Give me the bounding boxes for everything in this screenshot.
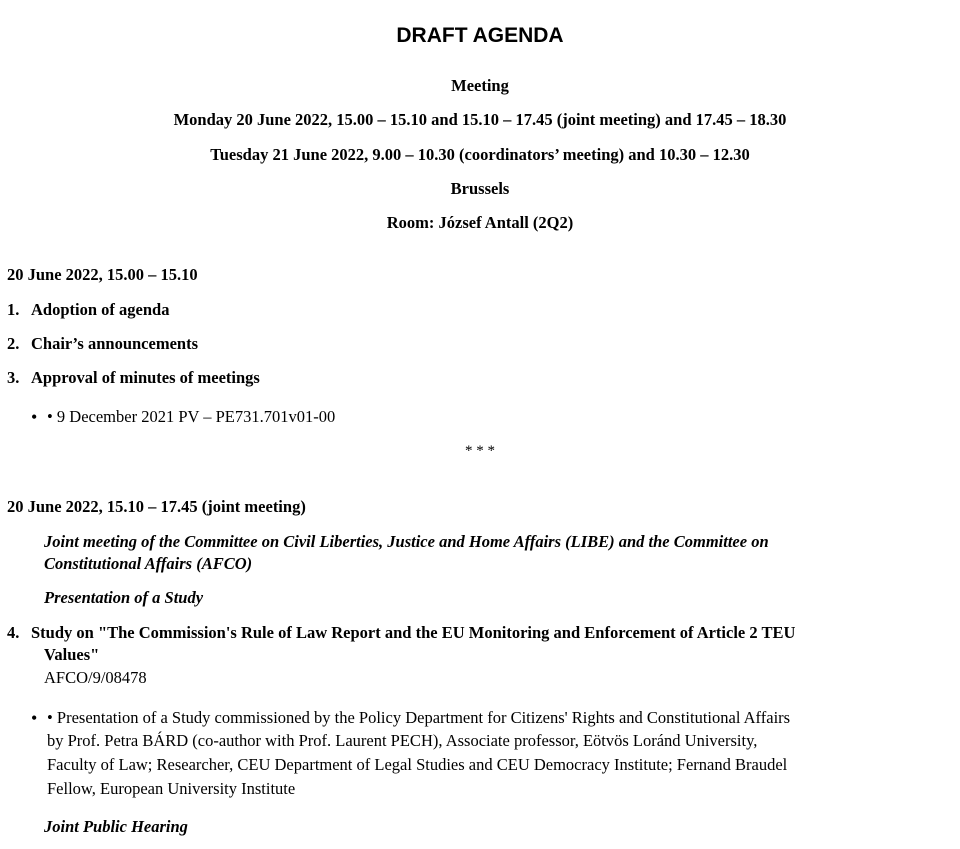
agenda-item-label: Adoption of agenda bbox=[31, 300, 170, 319]
meeting-label: Meeting bbox=[451, 76, 509, 95]
meeting-room: Room: József Antall (2Q2) bbox=[386, 213, 574, 232]
bullet-icon: • bbox=[31, 407, 38, 427]
minutes-entry: • 9 December 2021 PV – PE731.701v01-00 bbox=[47, 407, 336, 426]
schedule-monday: Monday 20 June 2022, 15.00 – 15.10 and 15.10 – 17.45 (joint meeting) and 17.45 – 18.30 bbox=[173, 110, 787, 129]
bullet-icon: • bbox=[31, 708, 38, 728]
agenda-item-label: Approval of minutes of meetings bbox=[31, 368, 260, 387]
study-description-line-1: • Presentation of a Study commissioned by the Policy Department for Citizens' Rights and Constitutional Affairs bbox=[47, 708, 791, 727]
joint-public-hearing-label: Joint Public Hearing bbox=[44, 817, 188, 836]
agenda-item-2 bbox=[7, 334, 198, 354]
agenda-item-4-reference: AFCO/9/08478 bbox=[44, 668, 147, 687]
study-description-line-2: by Prof. Petra BÁRD (co-author with Prof. Laurent PECH), Associate professor, Eötvös Loránd University, bbox=[47, 731, 758, 750]
agenda-item-number: 3. bbox=[7, 368, 20, 387]
agenda-item-4-title-line-1: Study on "The Commission's Rule of Law Report and the EU Monitoring and Enforcement of Article 2 TEU bbox=[31, 623, 796, 642]
section-heading-2: 20 June 2022, 15.10 – 17.45 (joint meeting) bbox=[7, 497, 306, 516]
study-description-line-4: Fellow, European University Institute bbox=[47, 779, 296, 798]
joint-meeting-line-1: Joint meeting of the Committee on Civil Liberties, Justice and Home Affairs (LIBE) and the Committee on bbox=[44, 532, 769, 551]
agenda-item-3 bbox=[7, 368, 260, 388]
study-description-line-3: Faculty of Law; Researcher, CEU Department of Legal Studies and CEU Democracy Institute; Fernand Braudel bbox=[47, 755, 788, 774]
section-heading-1: 20 June 2022, 15.00 – 15.10 bbox=[7, 265, 198, 284]
agenda-item-number: 1. bbox=[7, 300, 20, 319]
presentation-label: Presentation of a Study bbox=[44, 588, 204, 607]
meeting-location: Brussels bbox=[450, 179, 510, 198]
agenda-item-number: 2. bbox=[7, 334, 20, 353]
agenda-item-4-title-line-2: Values" bbox=[44, 645, 100, 664]
section-separator: * * * bbox=[465, 443, 495, 459]
agenda-item-label: Chair’s announcements bbox=[31, 334, 198, 353]
agenda-item-1 bbox=[7, 300, 170, 320]
joint-meeting-line-2: Constitutional Affairs (AFCO) bbox=[44, 554, 253, 573]
document-title: DRAFT AGENDA bbox=[396, 24, 564, 47]
schedule-tuesday: Tuesday 21 June 2022, 9.00 – 10.30 (coordinators’ meeting) and 10.30 – 12.30 bbox=[210, 145, 750, 164]
agenda-item-4-number: 4. bbox=[7, 623, 20, 642]
